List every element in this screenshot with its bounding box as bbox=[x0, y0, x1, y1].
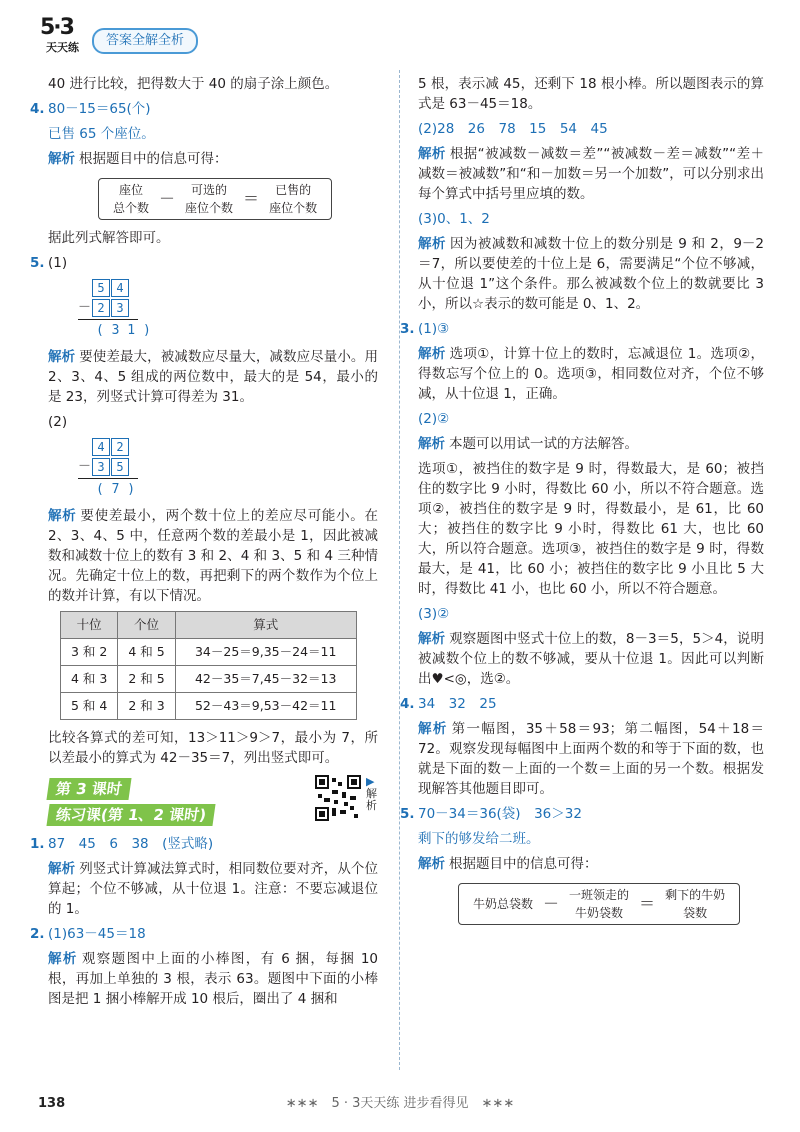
answer-text: (3)② bbox=[418, 606, 450, 622]
digit-box: 5 bbox=[111, 458, 129, 476]
analysis-label: 解析 bbox=[418, 146, 446, 162]
logo-sub: 天天练 bbox=[46, 41, 79, 54]
analysis-text: 因为被减数和减数十位上的数分别是 9 和 2，9－2＝7，所以要使差的十位上是 6，需要满足“个位不够减，从十位退 1”这个条件。那么被减数个位上的数就要比 3 小，所以☆表示的数可能是 0、1、2。 bbox=[418, 236, 765, 312]
formula-operator: ＝ bbox=[243, 189, 260, 208]
table-cell: 34－25＝9,35－24＝11 bbox=[175, 639, 356, 666]
answer-equation: 80－15＝65(个) bbox=[48, 101, 151, 117]
vertical-result: ( 7 ) bbox=[96, 482, 136, 497]
minus-sign: － bbox=[78, 459, 92, 474]
question-number: 2. bbox=[30, 926, 45, 942]
digit-box: 3 bbox=[111, 299, 129, 317]
practice-1 bbox=[30, 834, 378, 854]
analysis-text: 根据题目中的信息可得： bbox=[79, 151, 228, 167]
analysis-text: 根据题目中的信息可得： bbox=[449, 856, 598, 872]
digit-box: 3 bbox=[92, 458, 110, 476]
vertical-calculation bbox=[78, 278, 378, 341]
analysis bbox=[418, 434, 764, 454]
formula-operator: ＝ bbox=[639, 894, 656, 913]
text-line: 选项①，被挡住的数字是 9 时，得数最大，是 60；被挡住的数字比 9 小时，得数比 60 小，所以不符合题意。选项②，被挡住的数字是 9 时，得数最小，是 61，比 60 大；被挡住的数字比 9 小时，得数比 61 大，也比 60 大，所以符合题意。选项③，被挡住的数字是 9 时，得数最大，是 41，比 60 小；被挡住的数字比 9 小且比 5 大时，得数比 41 小，也比 60 小，所以不符合题意。 bbox=[418, 461, 764, 597]
qr-code-icon[interactable] bbox=[314, 774, 362, 822]
analysis-label: 解析 bbox=[418, 236, 446, 252]
analysis-text: 根据“被减数－减数＝差”“被减数－差＝减数”“差＋减数＝被减数”和“和－加数＝另一个加数”，可以分别求出每个算式中括号里应填的数。 bbox=[418, 146, 764, 202]
table-cell: 3 和 2 bbox=[61, 639, 118, 666]
logo bbox=[40, 15, 92, 58]
vertical-result: ( 3 1 ) bbox=[96, 323, 151, 338]
answer-text: 剩下的够发给二班。 bbox=[418, 831, 540, 847]
answer-equation: (1)63－45＝18 bbox=[48, 926, 146, 942]
text-line: 5 根，表示减 45，还剩下 18 根小棒。所以题图表示的算式是 63－45＝18。 bbox=[418, 76, 764, 112]
formula-term: 一班领走的 牛奶袋数 bbox=[569, 888, 630, 920]
question-number: 1. bbox=[30, 836, 45, 852]
table-cell: 52－43＝9,53－42＝11 bbox=[175, 693, 356, 720]
table-cell: 2 和 5 bbox=[118, 666, 175, 693]
formula-operator: － bbox=[159, 189, 176, 208]
question-number: 5. bbox=[400, 806, 415, 822]
sub-label: (1) bbox=[48, 255, 68, 271]
answer-text: (1)③ bbox=[418, 321, 450, 337]
practice-2 bbox=[30, 924, 378, 944]
table-cell: 4 和 3 bbox=[61, 666, 118, 693]
question-5 bbox=[400, 804, 764, 824]
formula-term: 已售的 座位个数 bbox=[269, 183, 318, 215]
table-header: 十位 bbox=[61, 612, 118, 639]
analysis-text: 第一幅图，35＋58＝93；第二幅图，54＋18＝72。观察发现每幅图中上面两个数的和等于下面的数，也就是下面的数－上面的一个数＝上面的另一个数。根据发现解答其他题目即可。 bbox=[418, 721, 764, 797]
table-cell: 5 和 4 bbox=[61, 693, 118, 720]
analysis-text: 列竖式计算减法算式时，相同数位要对齐，从个位算起；个位不够减，从十位退 1。注意：不要忘减退位的 1。 bbox=[48, 861, 379, 917]
answer-text: (2)② bbox=[418, 411, 450, 427]
answer-equation: 70－34＝36(袋) 36＞32 bbox=[418, 806, 582, 822]
answer-text: (3)0、1、2 bbox=[418, 211, 490, 227]
analysis bbox=[48, 949, 378, 1009]
digit-box: 2 bbox=[111, 438, 129, 456]
digit-box: 4 bbox=[111, 279, 129, 297]
analysis bbox=[418, 234, 764, 314]
page-number: 138 bbox=[38, 1096, 66, 1111]
analysis-text: 本题可以用试一试的方法解答。 bbox=[449, 436, 638, 452]
analysis-label: 解析 bbox=[418, 631, 446, 647]
cases-table bbox=[60, 611, 357, 720]
analysis bbox=[48, 149, 378, 169]
table-cell: 4 和 5 bbox=[118, 639, 175, 666]
digit-box: 4 bbox=[92, 438, 110, 456]
text-line: 40 进行比较，把得数大于 40 的扇子涂上颜色。 bbox=[48, 76, 339, 92]
minus-sign: － bbox=[78, 300, 92, 315]
answer-text: 87 45 6 38 (竖式略) bbox=[48, 836, 214, 852]
analysis-label: 解析 bbox=[48, 151, 75, 167]
table-header: 算式 bbox=[175, 612, 356, 639]
analysis bbox=[418, 629, 764, 689]
answer-text: (2)28 26 78 15 54 45 bbox=[418, 121, 608, 137]
analysis-label: 解析 bbox=[48, 951, 78, 967]
digit-box: 2 bbox=[92, 299, 110, 317]
table-row bbox=[61, 693, 357, 720]
analysis bbox=[48, 347, 378, 407]
header-tag: 答案全解全析 bbox=[92, 28, 198, 54]
lesson-subtitle: 练习课(第 1、2 课时) bbox=[46, 804, 215, 826]
analysis-text: 要使差最大，被减数应尽量大，减数应尽量小。用 2、3、4、5 组成的两位数中，最大的是 54，最小的是 23，列竖式计算可得差为 31。 bbox=[48, 349, 379, 405]
analysis-label: 解析 bbox=[48, 508, 77, 524]
table-row bbox=[61, 666, 357, 693]
column-divider bbox=[399, 70, 400, 1070]
answer-text: 34 32 25 bbox=[418, 696, 497, 712]
left-column bbox=[30, 74, 379, 1014]
analysis bbox=[48, 506, 378, 606]
digit-box: 5 bbox=[92, 279, 110, 297]
analysis-text: 观察题图中竖式十位上的数，8－3＝5，5＞4，说明被减数个位上的数不够减，要从十位退 1。因此可以判断出♥<◎，选②。 bbox=[418, 631, 764, 687]
qr-label: ▶解析 bbox=[366, 775, 377, 812]
formula-term: 牛奶总袋数 bbox=[473, 897, 534, 911]
lesson-title: 第 3 课时 bbox=[46, 778, 131, 800]
lesson-heading bbox=[48, 775, 378, 830]
question-5 bbox=[30, 253, 378, 273]
footer-slogan: ∗∗∗ 5 · 3天天练 进步看得见 ∗∗∗ bbox=[285, 1096, 515, 1111]
formula-box bbox=[458, 883, 740, 925]
question-4 bbox=[30, 99, 378, 119]
question-4 bbox=[400, 694, 764, 714]
analysis-text: 选项①，计算十位上的数时，忘减退位 1。选项②，得数忘写个位上的 0。选项③，相同数位对齐，个位不够减，从十位退 1，正确。 bbox=[418, 346, 764, 402]
analysis-text: 观察题图中上面的小棒图，有 6 捆，每捆 10 根，再加上单独的 3 根，表示 63。题图中下面的小棒图是把 1 捆小棒解开成 10 根后，圈出了 4 捆和 bbox=[48, 951, 379, 1007]
analysis-label: 解析 bbox=[418, 346, 446, 362]
table-cell: 2 和 3 bbox=[118, 693, 175, 720]
table-header: 个位 bbox=[118, 612, 175, 639]
analysis bbox=[418, 854, 764, 874]
question-3 bbox=[400, 319, 764, 339]
analysis bbox=[418, 144, 764, 204]
text-line: 据此列式解答即可。 bbox=[48, 230, 170, 246]
sub-label: (2) bbox=[48, 414, 68, 430]
vertical-calculation bbox=[78, 437, 378, 500]
analysis bbox=[48, 859, 378, 919]
formula-operator: － bbox=[543, 894, 560, 913]
answer-text: 已售 65 个座位。 bbox=[48, 126, 155, 142]
table-cell: 42－35＝7,45－32＝13 bbox=[175, 666, 356, 693]
question-number: 3. bbox=[400, 321, 415, 337]
analysis-label: 解析 bbox=[418, 856, 445, 872]
formula-term: 可选的 座位个数 bbox=[185, 183, 234, 215]
table-row bbox=[61, 639, 357, 666]
right-column bbox=[400, 74, 765, 933]
logo-main: 5·3 bbox=[40, 15, 73, 40]
analysis-label: 解析 bbox=[418, 436, 445, 452]
analysis-label: 解析 bbox=[48, 861, 76, 877]
formula-term: 座位 总个数 bbox=[113, 183, 150, 215]
analysis bbox=[418, 719, 764, 799]
text-line: 比较各算式的差可知，13＞11＞9＞7，最小为 7，所以差最小的算式为 42－35＝7，列出竖式即可。 bbox=[48, 730, 378, 766]
formula-box bbox=[98, 178, 332, 220]
question-number: 5. bbox=[30, 255, 45, 271]
question-number: 4. bbox=[30, 101, 45, 117]
analysis-label: 解析 bbox=[48, 349, 76, 365]
formula-term: 剩下的牛奶 袋数 bbox=[665, 888, 726, 920]
question-number: 4. bbox=[400, 696, 415, 712]
analysis-label: 解析 bbox=[418, 721, 448, 737]
analysis-text: 要使差最小，两个数十位上的差应尽可能小。在 2、3、4、5 中，任意两个数的差最小是 1，因此被减数和减数十位上的数有 3 和 2、4 和 3、5 和 4 三种情况。先确定十位上的数，再把剩下的两个数作为个位上的数并计算，有以下情况。 bbox=[48, 508, 379, 604]
analysis bbox=[418, 344, 764, 404]
